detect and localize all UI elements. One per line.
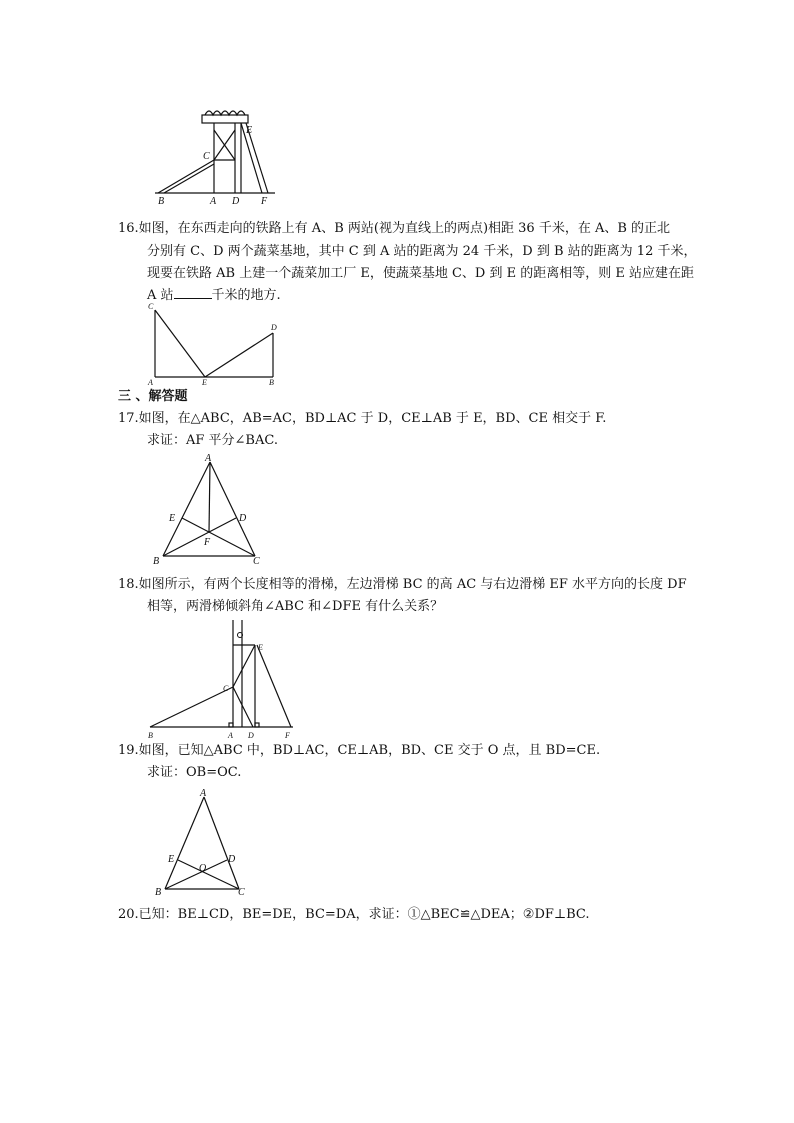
label-B: B: [148, 731, 153, 740]
label-A: A: [205, 453, 212, 464]
side-AB: [163, 462, 210, 556]
figure-q16: [143, 300, 288, 390]
label-B: B: [158, 196, 165, 205]
segment-AF: [209, 462, 210, 532]
ladder-CD: [233, 687, 253, 727]
label-E: E: [168, 854, 175, 865]
label-E: E: [202, 378, 207, 387]
segment-DE: [205, 333, 273, 377]
label-C: C: [148, 302, 154, 311]
q19-line2: 求证：OB=OC.: [147, 765, 242, 780]
label-B: B: [153, 556, 160, 567]
label-D: D: [271, 323, 277, 332]
label-E: E: [169, 513, 176, 524]
label-C: C: [253, 556, 260, 567]
segment-BD: [165, 860, 227, 889]
answer-blank[interactable]: [174, 286, 212, 299]
figure-q17: [148, 450, 268, 570]
label-B: B: [155, 887, 162, 898]
q16-line3: 现要在铁路 AB 上建一个蔬菜加工厂 E，使蔬菜基地 C、D 到 E 的距离相等，则 E 站应建在距: [147, 266, 694, 281]
label-C: C: [223, 684, 229, 693]
label-C: C: [203, 151, 210, 162]
label-D: D: [248, 731, 254, 740]
side-AB: [165, 797, 207, 889]
label-A: A: [148, 378, 153, 387]
q16-line4-post: 千米的地方.: [211, 288, 281, 303]
label-B: B: [269, 378, 274, 387]
label-A: A: [210, 196, 217, 205]
figure-q19: [150, 785, 260, 900]
label-A: A: [200, 788, 207, 799]
figure-q18: [145, 615, 300, 740]
right-angle-A: [229, 723, 233, 727]
q17-line2: 求证：AF 平分∠BAC.: [147, 433, 278, 448]
label-F: F: [285, 731, 290, 740]
section-heading: 三 、解答题: [118, 389, 188, 404]
slide-left-1: [158, 160, 214, 193]
q18-line1: 18.如图所示，有两个长度相等的滑梯，左边滑梯 BC 的高 AC 与右边滑梯 EF 水平方向的长度 DF: [118, 577, 687, 592]
label-D: D: [232, 196, 240, 205]
tower-platform: [202, 115, 248, 123]
label-E: E: [246, 125, 253, 136]
label-D: D: [228, 854, 236, 865]
label-C: C: [238, 887, 245, 898]
side-AC: [210, 462, 255, 556]
q19-line1: 19.如图，已知△ABC 中，BD⊥AC，CE⊥AB，BD、CE 交于 O 点，且 BD=CE.: [118, 743, 601, 758]
label-F: F: [261, 196, 268, 205]
q16-line4-pre: A 站: [147, 288, 174, 303]
segment-CE: [155, 310, 205, 377]
q18-line2: 相等，两滑梯倾斜角∠ABC 和∠DFE 有什么关系？: [147, 599, 444, 614]
q17-line1: 17.如图，在△ABC，AB=AC，BD⊥AC 于 D，CE⊥AB 于 E，BD、CE 相交于 F.: [118, 411, 607, 426]
slide-EF: [257, 645, 291, 727]
label-F: F: [204, 537, 211, 548]
label-A: A: [228, 731, 233, 740]
label-O: O: [199, 863, 207, 874]
ladder-CE: [233, 645, 255, 687]
q16-line1: 16.如图，在东西走向的铁路上有 A、B 两站(视为直线上的两点)相距 36 千米，在 A、B 的正北: [118, 221, 671, 236]
figure-tower: [150, 100, 280, 205]
q20-line1: 20.已知：BE⊥CD，BE=DE，BC=DA，求证：①△BEC≌△DEA；②DF⊥BC.: [118, 907, 590, 922]
label-D: D: [239, 513, 247, 524]
slide-BC: [150, 687, 233, 727]
right-angle-D: [255, 723, 259, 727]
slide-left-2: [164, 164, 214, 193]
label-E: E: [258, 643, 263, 652]
q16-line2: 分别有 C、D 两个蔬菜基地，其中 C 到 A 站的距离为 24 千米，D 到 B 站的距离为 12 千米，: [147, 244, 697, 259]
